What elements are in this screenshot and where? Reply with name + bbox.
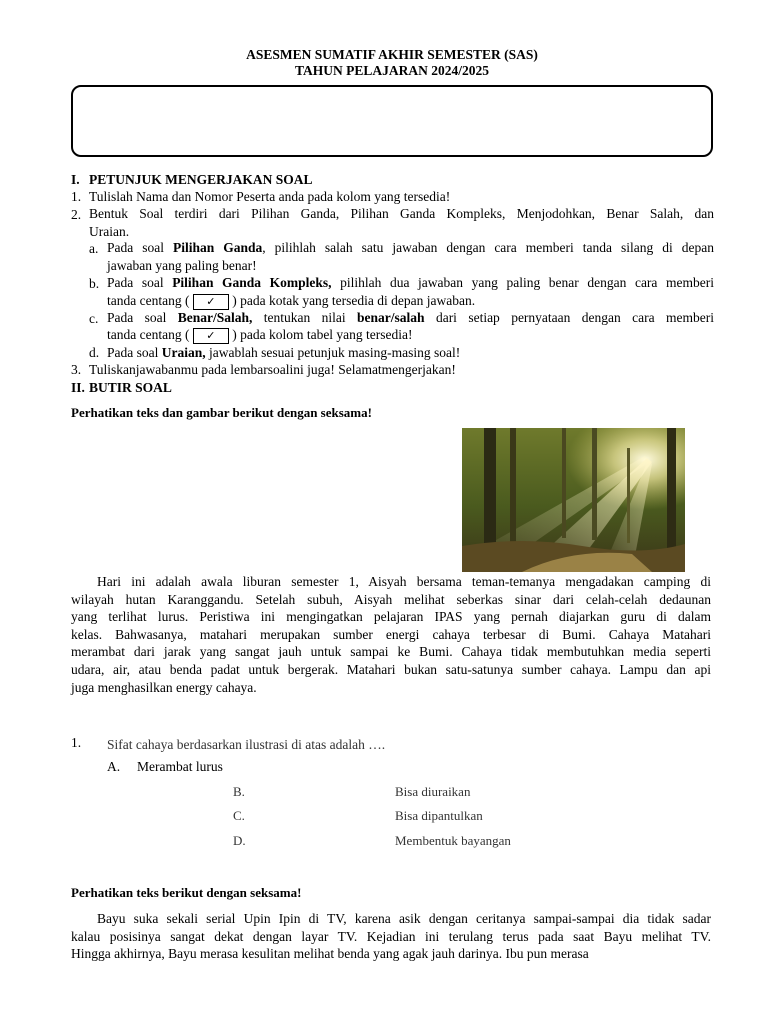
forest-sunlight-image bbox=[462, 428, 685, 572]
option-b-label[interactable]: B. bbox=[233, 784, 245, 799]
instruction-d-number: d. bbox=[89, 345, 100, 360]
instruction-1: Tulislah Nama dan Nomor Peserta anda pada kolom yang tersedia! bbox=[89, 189, 451, 204]
passage-1-line: udara, air, atau benda padat untuk bergerak. Matahari bukan satu-satunya sumber cahaya. Lampu dan api bbox=[71, 661, 711, 677]
checkmark-icon: ✓ bbox=[193, 328, 229, 344]
passage-1-line: kelas. Bahwasanya, matahari merupakan sumber energi cahaya terbesar di Bumi. Cahaya Matahari bbox=[71, 626, 711, 642]
instruction-3: Tuliskanjawabanmu pada lembarsoalini juga! Selamatmengerjakan! bbox=[89, 362, 456, 377]
section-2-number: II. bbox=[71, 380, 85, 395]
passage-1-line: yang terlihat lurus. Peristiwa ini mengingatkan pelajaran IPAS yang pernah diajarkan guru di dalam bbox=[71, 609, 711, 625]
instruction-c-number: c. bbox=[89, 311, 99, 326]
passage-2-line: kalau posisinya sangat dekat dengan layar TV. Kejadian ini terulang terus pada saat Bayu melihat TV. bbox=[71, 928, 711, 944]
question-1-number: 1. bbox=[71, 735, 82, 750]
instruction-2-line1: Bentuk Soal terdiri dari Pilihan Ganda, Pilihan Ganda Kompleks, Menjodohkan, Benar Salah, dan bbox=[89, 206, 714, 221]
reading-prompt-1: Perhatikan teks dan gambar berikut dengan seksama! bbox=[71, 405, 372, 420]
instruction-a-number: a. bbox=[89, 241, 99, 256]
instruction-c-line1: Pada soal Benar/Salah, tentukan nilai benar/salah dari setiap pernyataan dengan cara memberi bbox=[107, 310, 714, 325]
instruction-3-number: 3. bbox=[71, 362, 82, 377]
section-1-title: PETUNJUK MENGERJAKAN SOAL bbox=[89, 172, 313, 187]
passage-2-line: Hingga akhirnya, Bayu merasa kesulitan melihat benda yang agak jauh darinya. Ibu pun merasa bbox=[71, 946, 589, 962]
section-1-number: I. bbox=[71, 172, 80, 187]
instruction-b-line2: tanda centang ( ✓ ) pada kotak yang tersedia di depan jawaban. bbox=[107, 293, 476, 308]
document-title: ASESMEN SUMATIF AKHIR SEMESTER (SAS) bbox=[246, 47, 538, 62]
instruction-a-line2: jawaban yang paling benar! bbox=[107, 258, 257, 273]
reading-prompt-2: Perhatikan teks berikut dengan seksama! bbox=[71, 885, 302, 900]
instruction-2-line2: Uraian. bbox=[89, 224, 130, 239]
student-identity-box[interactable] bbox=[71, 85, 713, 157]
instruction-a-line1: Pada soal Pilihan Ganda, pilihlah salah satu jawaban dengan cara memberi tanda silang di depan bbox=[107, 240, 714, 255]
question-1-text: Sifat cahaya berdasarkan ilustrasi di atas adalah …. bbox=[107, 737, 386, 752]
passage-1-line: wilayah hutan Karanggandu. Setelah subuh, Aisyah melihat seberkas sinar dari celah-celah dedaunan bbox=[71, 591, 711, 607]
section-2-title: BUTIR SOAL bbox=[89, 380, 172, 395]
passage-1-line: juga menghasilkan energy cahaya. bbox=[71, 679, 257, 695]
passage-1-line: Hari ini adalah awala liburan semester 1, Aisyah bersama teman-temanya mengadakan camping di bbox=[97, 574, 711, 589]
reading-passage-2 bbox=[71, 910, 711, 963]
instruction-2-number: 2. bbox=[71, 207, 82, 222]
document-subtitle: TAHUN PELAJARAN 2024/2025 bbox=[294, 63, 489, 78]
option-b-text[interactable]: Bisa diuraikan bbox=[395, 784, 471, 799]
instruction-c-line2: tanda centang ( ✓ ) pada kolom tabel yang tersedia! bbox=[107, 327, 413, 342]
passage-1-line: merambat dari jarak yang sangat jauh untuk sampai ke Bumi. Cahaya tidak membutuhkan media seperti bbox=[71, 644, 711, 660]
passage-2-line: Bayu suka sekali serial Upin Ipin di TV, karena asik dengan ceritanya sampai-sampai dia tidak sadar bbox=[97, 911, 711, 926]
checkmark-icon: ✓ bbox=[193, 294, 229, 310]
option-a-text[interactable]: Merambat lurus bbox=[137, 759, 223, 774]
option-c-text[interactable]: Bisa dipantulkan bbox=[395, 808, 483, 823]
instruction-d: Pada soal Uraian, jawablah sesuai petunjuk masing-masing soal! bbox=[107, 345, 461, 360]
option-c-label[interactable]: C. bbox=[233, 808, 245, 823]
instruction-b-line1: Pada soal Pilihan Ganda Kompleks, pilihlah dua jawaban yang paling benar dengan cara memberi bbox=[107, 275, 714, 290]
instruction-b-number: b. bbox=[89, 276, 100, 291]
reading-passage-1 bbox=[71, 573, 711, 696]
instruction-1-number: 1. bbox=[71, 189, 82, 204]
option-a-label[interactable]: A. bbox=[107, 759, 121, 774]
option-d-text[interactable]: Membentuk bayangan bbox=[395, 833, 511, 848]
option-d-label[interactable]: D. bbox=[233, 833, 246, 848]
